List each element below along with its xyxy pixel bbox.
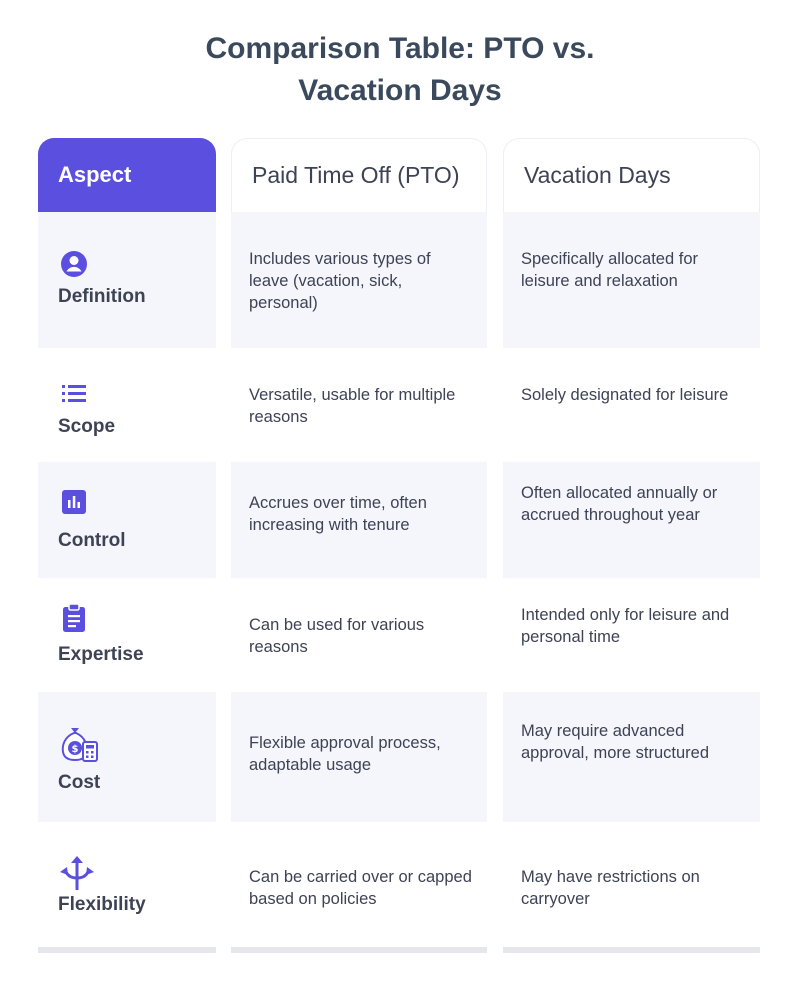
vacation-column [503,138,760,948]
aspect-cell-flexibility [38,822,216,948]
vacation-cell [503,692,760,822]
pto-text: Can be used for various reasons [249,616,425,656]
vacation-cell [503,822,760,948]
aspect-label: Scope [58,416,116,437]
vacation-footer-bar [503,947,760,953]
aspect-cell-definition [38,212,216,348]
aspect-cell-control [38,462,216,578]
pto-cell [231,692,487,822]
vacation-cell [503,212,760,348]
aspect-footer-bar [38,947,216,953]
aspect-label: Expertise [58,644,144,665]
aspect-label: Cost [58,772,101,793]
pto-text: Accrues over time, often increasing with tenure [249,494,427,534]
title-line-2: Vacation Days [298,74,502,107]
aspect-cell-expertise [38,578,216,692]
clipboard-icon [58,602,90,634]
vacation-text: May have restrictions on carryover [521,868,700,908]
pto-header: Paid Time Off (PTO) [231,138,487,212]
vacation-cell [503,578,760,692]
list-icon [58,378,90,410]
svg-text:$: $ [71,744,79,755]
pto-cell [231,822,487,948]
aspect-label: Control [58,530,126,551]
money-bag-calculator-icon [58,722,100,764]
vacation-cell [503,348,760,462]
pto-text: Versatile, usable for multiple reasons [249,386,456,426]
aspect-label: Flexibility [58,894,146,915]
pto-cell [231,348,487,462]
person-circle-icon [58,248,90,280]
aspect-header: Aspect [38,138,216,212]
pto-text: Flexible approval process, adaptable usage [249,734,441,774]
aspect-label: Definition [58,286,146,307]
vacation-text: Intended only for leisure and personal time [521,606,730,646]
bar-chart-icon [58,486,90,518]
vacation-text: Solely designated for leisure [521,386,729,404]
vacation-text: May require advanced approval, more structured [521,722,710,762]
split-arrows-icon [58,854,96,892]
page-title [0,28,800,112]
vacation-text: Specifically allocated for leisure and relaxation [521,250,699,290]
pto-text: Includes various types of leave (vacation, sick, personal) [249,250,431,312]
vacation-cell [503,462,760,578]
vacation-header: Vacation Days [503,138,760,212]
pto-text: Can be carried over or capped based on policies [249,868,472,908]
aspect-column [38,138,216,948]
aspect-cell-cost [38,692,216,822]
pto-cell [231,578,487,692]
pto-column [231,138,487,948]
pto-cell [231,462,487,578]
title-line-1: Comparison Table: PTO vs. [205,32,595,65]
vacation-text: Often allocated annually or accrued throughout year [521,484,718,524]
aspect-cell-scope [38,348,216,462]
pto-footer-bar [231,947,487,953]
pto-cell [231,212,487,348]
